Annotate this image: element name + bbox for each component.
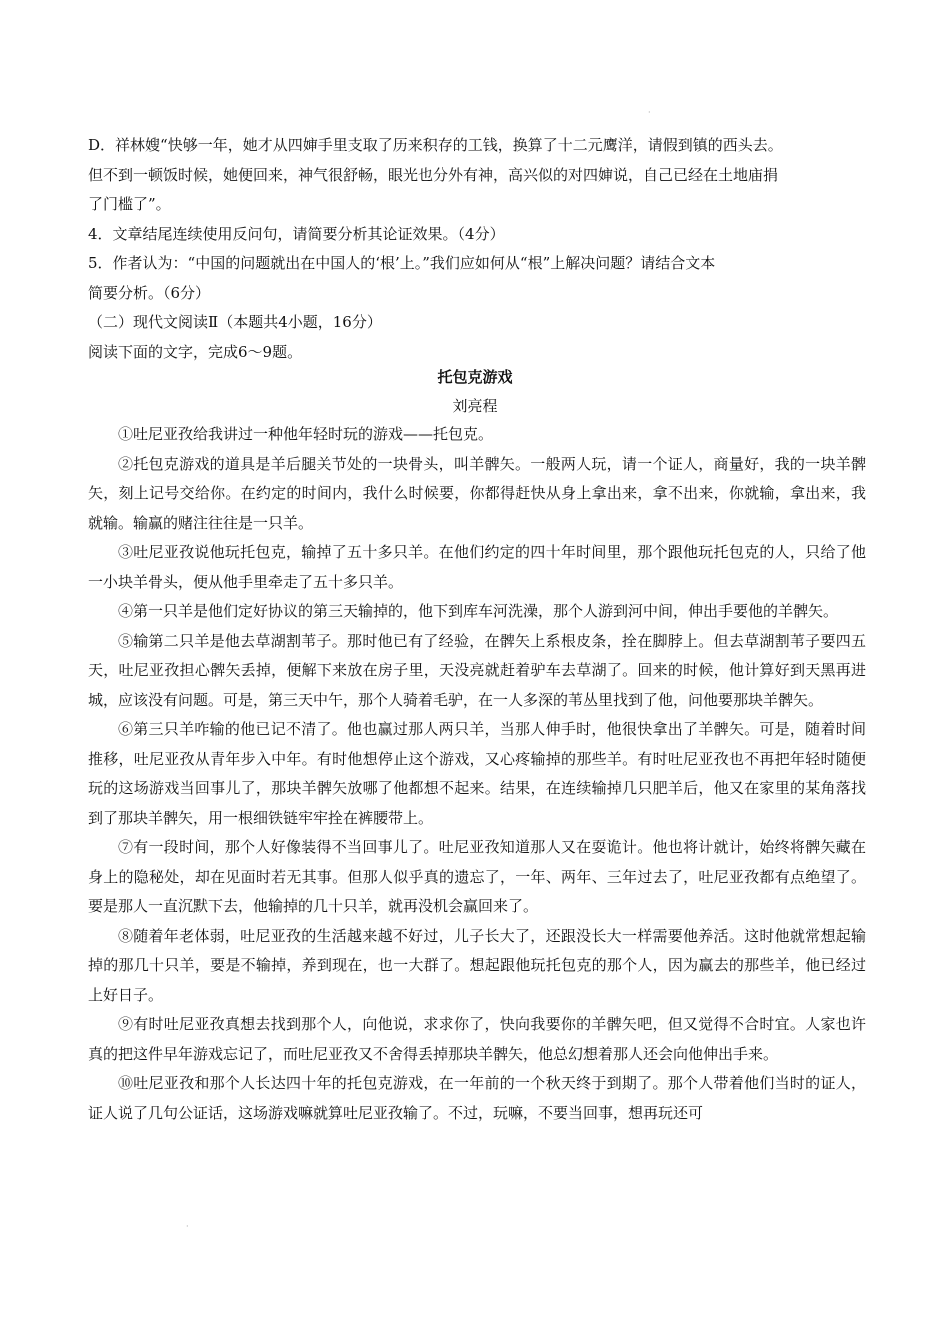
option-d-line-1: D．祥林嫂“快够一年，她才从四婶手里支取了历来积存的工钱，换算了十二元鹰洋，请假到镇的西头去。 [88,136,783,154]
option-d-line-3: 了门槛了”。 [88,195,171,213]
section-heading: （二）现代文阅读Ⅱ（本题共4小题，16分） [88,313,382,331]
article-body [88,420,866,1128]
paragraph-6: ⑥第三只羊咋输的他已记不清了。他也赢过那人两只羊，当那人伸手时，他很快拿出了羊髀矢。可是，随着时间推移，吐尼亚孜从青年步入中年。有时他想停止这个游戏，又心疼输掉的那些羊。有时吐尼亚孜也不再把年轻时随便玩的这场游戏当回事儿了，那块羊髀矢放哪了他都想不起来。结果，在连续输掉几只肥羊后，他又在家里的某角落找到了那块羊髀矢，用一根细铁链牢牢拴在裤腰带上。 [88,720,866,827]
article-author: 刘亮程 [452,397,498,415]
paragraph-4: ④第一只羊是他们定好协议的第三天输掉的，他下到库车河洗澡，那个人游到河中间，伸出手要他的羊髀矢。 [118,602,839,620]
question-5-line-1: 5．作者认为：“中国的问题就出在中国人的‘根’上。”我们应如何从“根”上解决问题？请结合文本 [88,254,716,272]
question-4: 4．文章结尾连续使用反问句，请简要分析其论证效果。（4分） [88,224,505,243]
scan-dot: · [648,108,651,117]
paragraph-5: ⑤输第二只羊是他去草湖割苇子。那时他已有了经验，在髀矢上系根皮条，拴在脚脖上。但去草湖割苇子要四五天，吐尼亚孜担心髀矢丢掉，便解下来放在房子里，天没亮就赶着驴车去草湖了。回来的时候，他计算好到天黑再进城，应该没有问题。可是，第三天中午，那个人骑着毛驴，在一人多深的苇丛里找到了他，问他要那块羊髀矢。 [88,631,866,709]
paragraph-1: ①吐尼亚孜给我讲过一种他年轻时玩的游戏——托包克。 [118,425,494,443]
paragraph-7: ⑦有一段时间，那个人好像装得不当回事儿了。吐尼亚孜知道那人又在耍诡计。他也将计就计，始终将髀矢藏在身上的隐秘处，却在见面时若无其事。但那人似乎真的遗忘了，一年、两年、三年过去了，吐尼亚孜都有点绝望了。要是那人一直沉默下去，他输掉的几十只羊，就再没机会赢回来了。 [88,838,866,915]
paragraph-9: ⑨有时吐尼亚孜真想去找到那个人，向他说，求求你了，快向我要你的羊髀矢吧，但又觉得不合时宜。人家也许真的把这件早年游戏忘记了，而吐尼亚孜又不舍得丢掉那块羊髀矢，他总幻想着那人还会向他伸出手来。 [88,1015,866,1063]
paragraph-8: ⑧随着年老体弱，吐尼亚孜的生活越来越不好过，儿子长大了，还跟没长大一样需要他养活。这时他就常想起输掉的那几十只羊，要是不输掉，养到现在，也一大群了。想起跟他玩托包克的那个人，因为赢去的那些羊，他已经过上好日子。 [88,926,866,1004]
questions-block [88,131,868,367]
question-5-line-2: 简要分析。（6分） [88,283,211,302]
paragraph-2: ②托包克游戏的道具是羊后腿关节处的一块骨头，叫羊髀矢。一般两人玩，请一个证人，商量好，我的一块羊髀矢，刻上记号交给你。在约定的时间内，我什么时候要，你都得赶快从身上拿出来，拿不出来，你就输，拿出来，我就输。输赢的赌注往往是一只羊。 [88,454,866,532]
option-d-line-2: 但不到一顿饭时候，她便回来，神气很舒畅，眼光也分外有神，高兴似的对四婶说，自己已经在土地庙捐 [88,165,779,184]
scan-dot: · [186,1222,189,1231]
paragraph-3: ③吐尼亚孜说他玩托包克，输掉了五十多只羊。在他们约定的四十年时间里，那个跟他玩托包克的人，只给了他一小块羊骨头，便从他手里牵走了五十多只羊。 [88,543,866,591]
reading-instruction: 阅读下面的文字，完成6～9题。 [88,342,303,361]
paragraph-10: ⑩吐尼亚孜和那个人长达四十年的托包克游戏，在一年前的一个秋天终于到期了。那个人带着他们当时的证人，证人说了几句公证话，这场游戏嘛就算吐尼亚孜输了。不过，玩嘛，不要当回事，想再玩还可 [88,1074,866,1122]
article-title: 托包克游戏 [437,368,513,386]
